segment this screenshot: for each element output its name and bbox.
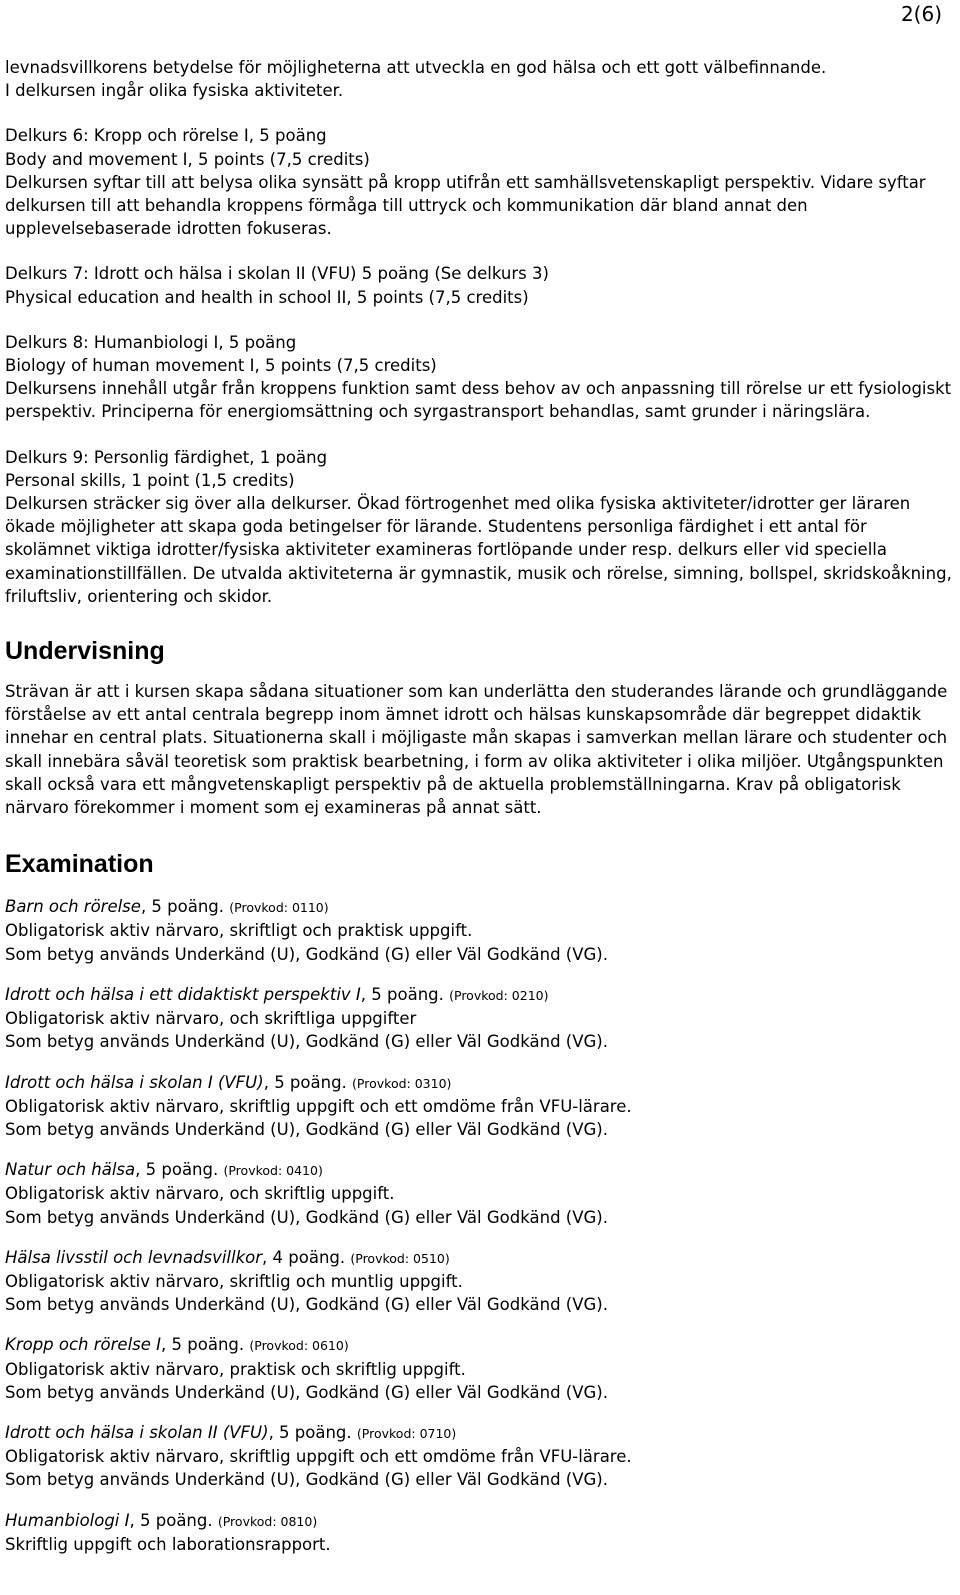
exam-item-points: , 5 poäng. — [161, 1335, 245, 1355]
exam-item-grading: Som betyg används Underkänd (U), Godkänd (G) eller Väl Godkänd (VG). — [5, 1119, 608, 1139]
exam-item — [5, 1071, 955, 1142]
exam-item-name: Barn och rörelse — [5, 897, 141, 917]
exam-item-name: Natur och hälsa — [5, 1160, 136, 1180]
exam-item — [5, 895, 955, 966]
exam-item — [5, 1509, 955, 1556]
exam-item-requirement: Obligatorisk aktiv närvaro, skriftlig uppgift och ett omdöme från VFU-lärare. — [5, 1096, 632, 1116]
document-body — [5, 56, 955, 1573]
exam-item-header — [5, 1421, 955, 1445]
exam-item-requirement: Obligatorisk aktiv närvaro, och skriftliga uppgifter — [5, 1009, 417, 1029]
exam-item-header — [5, 1246, 955, 1270]
exam-item-name: Humanbiologi I — [5, 1510, 130, 1530]
delkurs-7-section — [5, 262, 955, 308]
delkurs-6-title: Delkurs 6: Kropp och rörelse I, 5 poäng — [5, 126, 327, 146]
undervisning-section — [5, 680, 955, 819]
exam-item-name: Kropp och rörelse I — [5, 1335, 162, 1355]
exam-item-requirement: Obligatorisk aktiv närvaro, skriftligt och praktisk uppgift. — [5, 921, 473, 941]
exam-item-header — [5, 983, 955, 1007]
delkurs-7-english-title: Physical education and health in school II, 5 points (7,5 credits) — [5, 287, 529, 307]
exam-item-name: Hälsa livsstil och levnadsvillkor — [5, 1247, 263, 1267]
exam-item-grading: Som betyg används Underkänd (U), Godkänd (G) eller Väl Godkänd (VG). — [5, 1207, 608, 1227]
intro-line: I delkursen ingår olika fysiska aktiviteter. — [5, 81, 344, 101]
exam-item — [5, 1158, 955, 1229]
exam-item-points: , 5 poäng. — [360, 984, 444, 1004]
exam-item-points: , 5 poäng. — [135, 1160, 219, 1180]
delkurs-8-english-title: Biology of human movement I, 5 points (7,5 credits) — [5, 356, 437, 376]
exam-item-header — [5, 1509, 955, 1533]
delkurs-9-english-title: Personal skills, 1 point (1,5 credits) — [5, 470, 295, 490]
exam-item-name: Idrott och hälsa i ett didaktiskt perspektiv I — [5, 984, 361, 1004]
exam-item — [5, 1421, 955, 1492]
exam-item — [5, 1333, 955, 1404]
exam-item-grading: Som betyg används Underkänd (U), Godkänd (G) eller Väl Godkänd (VG). — [5, 944, 608, 964]
intro-line: levnadsvillkorens betydelse för möjligheterna att utveckla en god hälsa och ett gott välbefinnande. — [5, 58, 827, 77]
exam-item-requirement: Skriftlig uppgift och laborationsrapport. — [5, 1534, 331, 1554]
delkurs-9-description: Delkursen sträcker sig över alla delkurser. Ökad förtrogenhet med olika fysiska aktiviteter/idrotter ger läraren ökade möjligheter att skapa goda betingelser för lärande. Studentens personliga färdighet i ett antal för skolämnet viktiga idrotter/fysiska aktiviteter examineras fortlöpande under resp. delkurs eller vid speciella examinationstillfällen. De utvalda aktiviteterna är gymnastik, musik och rörelse, simning, bollspel, skridskoåkning, friluftsliv, orientering och skidor. — [5, 494, 952, 606]
exam-item-points: , 5 poäng. — [140, 897, 225, 917]
exam-item-name: Idrott och hälsa i skolan II (VFU) — [5, 1422, 269, 1442]
exam-item-requirement: Obligatorisk aktiv närvaro, skriftlig uppgift och ett omdöme från VFU-lärare. — [5, 1447, 632, 1467]
delkurs-7-title: Delkurs 7: Idrott och hälsa i skolan II (VFU) 5 poäng (Se delkurs 3) — [5, 264, 549, 284]
exam-item-requirement: Obligatorisk aktiv närvaro, skriftlig och muntlig uppgift. — [5, 1271, 463, 1291]
delkurs-6-english-title: Body and movement I, 5 points (7,5 credits) — [5, 149, 370, 169]
examination-heading: Examination — [5, 850, 154, 879]
exam-item-points: , 5 poäng. — [263, 1072, 347, 1092]
exam-item-header — [5, 1158, 955, 1182]
exam-item-name: Idrott och hälsa i skolan I (VFU) — [5, 1072, 264, 1092]
exam-item-code: (Provkod: 0110) — [229, 900, 329, 916]
page-number: 2(6) — [900, 2, 942, 26]
delkurs-8-section — [5, 331, 955, 424]
exam-item — [5, 983, 955, 1054]
exam-item-code: (Provkod: 0210) — [449, 987, 549, 1003]
exam-item-code: (Provkod: 0410) — [223, 1163, 323, 1179]
delkurs-9-title: Delkurs 9: Personlig färdighet, 1 poäng — [5, 447, 328, 467]
exam-item-code: (Provkod: 0510) — [350, 1250, 450, 1266]
intro-section — [5, 56, 955, 102]
delkurs-6-description: Delkursen syftar till att belysa olika synsätt på kropp utifrån ett samhällsvetenskapligt perspektiv. Vidare syftar delkursen till att behandla kroppens förmåga till uttryck och kommunikation där bland annat den upplevelsebaserade idrotten fokuseras. — [5, 172, 926, 239]
exam-item-header — [5, 895, 955, 919]
delkurs-8-description: Delkursens innehåll utgår från kroppens funktion samt dess behov av och anpassning till rörelse ur ett fysiologiskt perspektiv. Principerna för energiomsättning och syrgastransport behandlas, samt grunder i näringslära. — [5, 379, 952, 422]
exam-item-grading: Som betyg används Underkänd (U), Godkänd (G) eller Väl Godkänd (VG). — [5, 1295, 608, 1315]
exam-item-code: (Provkod: 0810) — [217, 1513, 318, 1529]
exam-item-grading: Som betyg används Underkänd (U), Godkänd (G) eller Väl Godkänd (VG). — [5, 1470, 608, 1490]
exam-item — [5, 1246, 955, 1317]
exam-item-requirement: Obligatorisk aktiv närvaro, och skriftlig uppgift. — [5, 1184, 395, 1204]
undervisning-text: Strävan är att i kursen skapa sådana situationer som kan underlätta den studerandes lärande och grundläggande förståelse av ett antal centrala begrepp inom ämnet idrott och hälsas kunskapsområde där begreppet didaktik innehar en central plats. Situationerna skall i möjligaste mån skapas i samverkan mellan lärare och studenter och skall innebära såväl teoretisk som praktisk bearbetning, i form av olika aktiviteter i olika miljöer. Utgångspunkten skall också vara ett mångvetenskapligt perspektiv på de aktuella problemställningarna. Krav på obligatorisk närvaro förekommer i moment som ej examineras på annat sätt. — [5, 682, 948, 818]
delkurs-9-section — [5, 446, 955, 608]
exam-item-code: (Provkod: 0710) — [356, 1425, 457, 1441]
exam-item-code: (Provkod: 0610) — [249, 1338, 349, 1354]
exam-item-points: , 4 poäng. — [262, 1247, 346, 1267]
exam-item-header — [5, 1071, 955, 1095]
delkurs-8-title: Delkurs 8: Humanbiologi I, 5 poäng — [5, 332, 297, 352]
exam-item-header — [5, 1333, 955, 1357]
exam-item-points: , 5 poäng. — [268, 1422, 352, 1442]
exam-item-grading: Som betyg används Underkänd (U), Godkänd (G) eller Väl Godkänd (VG). — [5, 1382, 608, 1402]
delkurs-6-section — [5, 124, 955, 240]
examination-list — [5, 895, 955, 1556]
exam-item-points: , 5 poäng. — [129, 1510, 213, 1530]
exam-item-grading: Som betyg används Underkänd (U), Godkänd (G) eller Väl Godkänd (VG). — [5, 1032, 608, 1052]
undervisning-heading: Undervisning — [5, 637, 165, 666]
exam-item-code: (Provkod: 0310) — [352, 1075, 452, 1091]
exam-item-requirement: Obligatorisk aktiv närvaro, praktisk och skriftlig uppgift. — [5, 1359, 466, 1379]
